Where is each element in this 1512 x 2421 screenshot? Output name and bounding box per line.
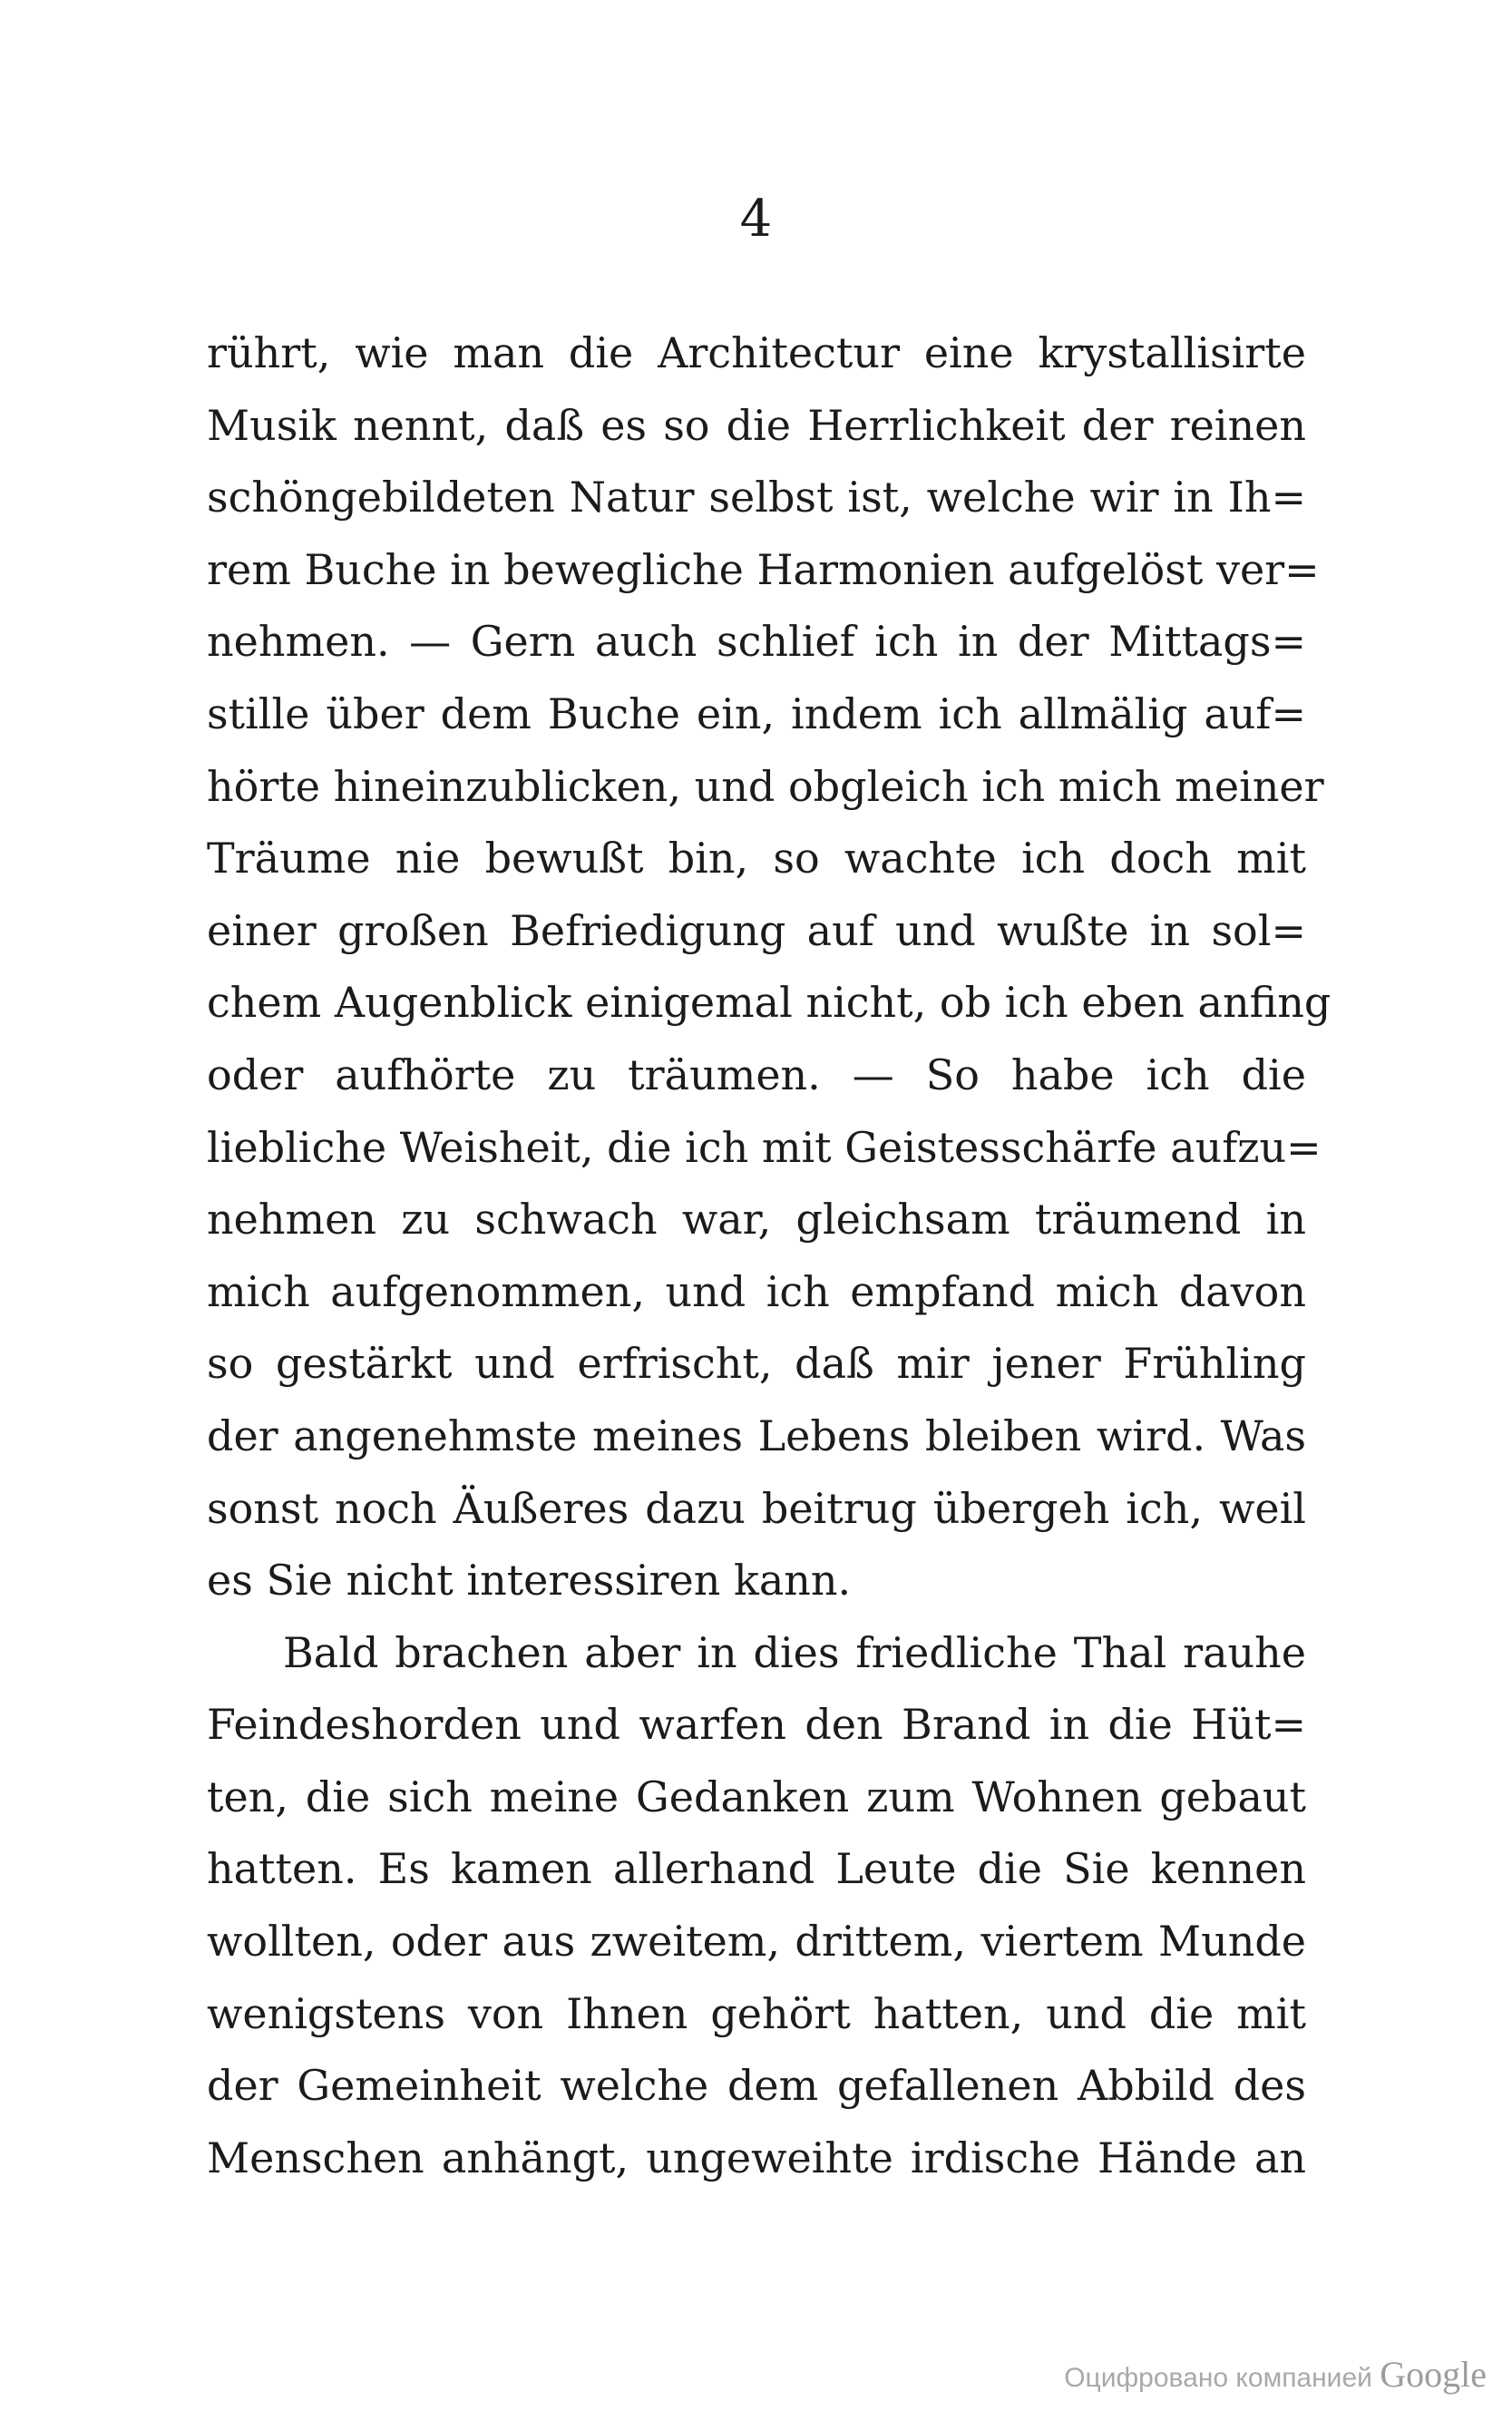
text-line: einer großen Befriedigung auf und wußte in sol= [207,905,1306,955]
text-line: liebliche Weisheit, die ich mit Geistesschärfe aufzu= [207,1122,1322,1172]
text-line: chem Augenblick einigemal nicht, ob ich eben anfing [207,978,1332,1028]
text-line: ten, die sich meine Gedanken zum Wohnen gebaut [207,1772,1306,1821]
text-line: der angenehmste meines Lebens bleiben wird. Was [207,1411,1306,1460]
watermark-brand: Google [1380,2354,1487,2395]
text-line: nehmen. — Gern auch schlief ich in der Mittags= [207,617,1306,667]
text-line: nehmen zu schwach war, gleichsam träumend in [207,1195,1306,1245]
text-line: sonst noch Äußeres dazu beitrug übergeh ich, weil [207,1483,1306,1533]
text-line: stille über dem Buche ein, indem ich allmälig auf= [207,688,1306,738]
text-line: Träume nie bewußt bin, so wachte ich doch mit [207,834,1306,883]
text-line: rührt, wie man die Architectur eine krystallisirte [207,328,1306,377]
digitization-watermark [1064,2353,1487,2396]
body-text [207,317,1332,2194]
watermark-prefix: Оцифровано компанией [1064,2363,1372,2393]
text-line: rem Buche in bewegliche Harmonien aufgelöst ver= [207,544,1320,594]
text-line: schöngebildeten Natur selbst ist, welche wir in Ih= [207,473,1306,522]
text-line: Feindeshorden und warfen den Brand in die Hüt= [207,1700,1306,1750]
text-line: wenigstens von Ihnen gehört hatten, und die mit [207,1988,1306,2038]
text-line: Menschen anhängt, ungeweihte irdische Hände an [207,2133,1306,2182]
text-line: hörte hineinzublicken, und obgleich ich mich meiner [207,761,1324,811]
text-line: mich aufgenommen, und ich empfand mich davon [207,1266,1306,1316]
text-line: oder aufhörte zu träumen. — So habe ich die [207,1049,1306,1099]
text-line: Bald brachen aber in dies friedliche Thal rauhe [283,1627,1306,1677]
text-line: wollten, oder aus zweitem, drittem, viertem Munde [207,1917,1306,1967]
text-line: so gestärkt und erfrischt, daß mir jener Frühling [207,1339,1306,1389]
text-line: es Sie nicht interessiren kann. [207,1556,852,1606]
text-line: Musik nennt, daß es so die Herrlichkeit der reinen [207,400,1306,450]
text-line: der Gemeinheit welche dem gefallenen Abbild des [207,2061,1306,2111]
page-number: 4 [739,190,773,249]
text-line: hatten. Es kamen allerhand Leute die Sie kennen [207,1844,1306,1894]
